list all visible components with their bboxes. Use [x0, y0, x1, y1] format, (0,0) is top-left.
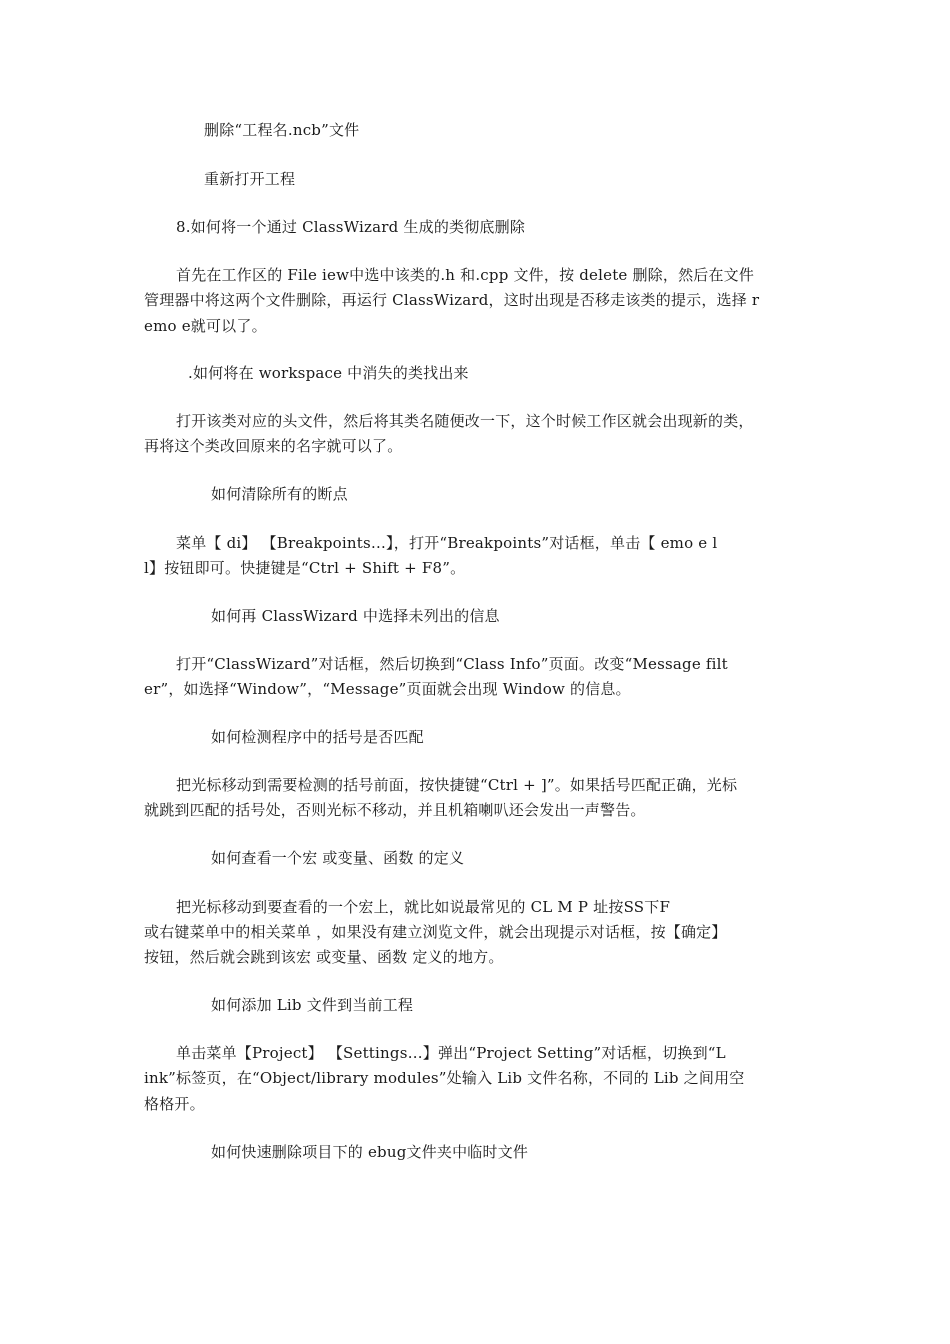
paragraph-classwizard-line1: 打开“ClassWizard”对话框，然后切换到“Class Info”页面。改变“Message filt	[176, 655, 728, 673]
paragraph-add-lib-line2: ink”标签页，在“Object/library modules”处输入 Lib 文件名称，不同的 Lib 之间用空	[144, 1069, 745, 1087]
paragraph-bracket-line1: 把光标移动到需要检测的括号前面，按快捷键“Ctrl + ]”。如果括号匹配正确，光标	[176, 776, 738, 794]
paragraph-delete-class-line3: emo e就可以了。	[144, 317, 267, 335]
step-delete-ncb: 删除“工程名.ncb”文件	[204, 121, 360, 139]
heading-bracket-match: 如何检测程序中的括号是否匹配	[211, 728, 424, 746]
paragraph-bracket-line2: 就跳到匹配的括号处，否则光标不移动，并且机箱喇叭还会发出一声警告。	[144, 801, 646, 819]
step-reopen-project: 重新打开工程	[204, 170, 296, 188]
heading-find-missing-class: .如何将在 workspace 中消失的类找出来	[188, 364, 469, 382]
paragraph-definition-line1: 把光标移动到要查看的一个宏上，就比如说最常见的 CL M P 址按SS下F	[176, 898, 671, 916]
paragraph-breakpoints-line1: 菜单【 di】 【Breakpoints…】，打开“Breakpoints”对话框，单击【 emo e l	[176, 534, 718, 552]
heading-delete-debug-temp: 如何快速删除项目下的 ebug文件夹中临时文件	[211, 1143, 529, 1161]
heading-classwizard-info: 如何再 ClassWizard 中选择未列出的信息	[211, 607, 500, 625]
heading-view-definition: 如何查看一个宏 或变量、函数 的定义	[211, 849, 465, 867]
paragraph-breakpoints-line2: l】按钮即可。快捷键是“Ctrl + Shift + F8”。	[144, 559, 466, 577]
paragraph-delete-class-line1: 首先在工作区的 File iew中选中该类的.h 和.cpp 文件，按 delete 删除，然后在文件	[176, 266, 755, 284]
heading-delete-class: 8.如何将一个通过 ClassWizard 生成的类彻底删除	[176, 218, 526, 236]
paragraph-add-lib-line1: 单击菜单【Project】 【Settings…】弹出“Project Setting”对话框，切换到“L	[176, 1044, 726, 1062]
heading-add-lib: 如何添加 Lib 文件到当前工程	[211, 996, 414, 1014]
paragraph-delete-class-line2: 管理器中将这两个文件删除，再运行 ClassWizard，这时出现是否移走该类的提示，选择 r	[144, 291, 760, 309]
paragraph-find-class-line1: 打开该类对应的头文件，然后将其类名随便改一下，这个时候工作区就会出现新的类，	[176, 412, 754, 430]
paragraph-classwizard-line2: er”，如选择“Window”，“Message”页面就会出现 Window 的信息。	[144, 680, 631, 698]
paragraph-add-lib-line3: 格格开。	[144, 1095, 205, 1113]
paragraph-definition-line3: 按钮，然后就会跳到该宏 或变量、函数 定义的地方。	[144, 948, 504, 966]
paragraph-find-class-line2: 再将这个类改回原来的名字就可以了。	[144, 437, 403, 455]
paragraph-definition-line2: 或右键菜单中的相关菜单 ，如果没有建立浏览文件，就会出现提示对话框，按【确定】	[144, 923, 727, 941]
heading-clear-breakpoints: 如何清除所有的断点	[211, 485, 348, 503]
